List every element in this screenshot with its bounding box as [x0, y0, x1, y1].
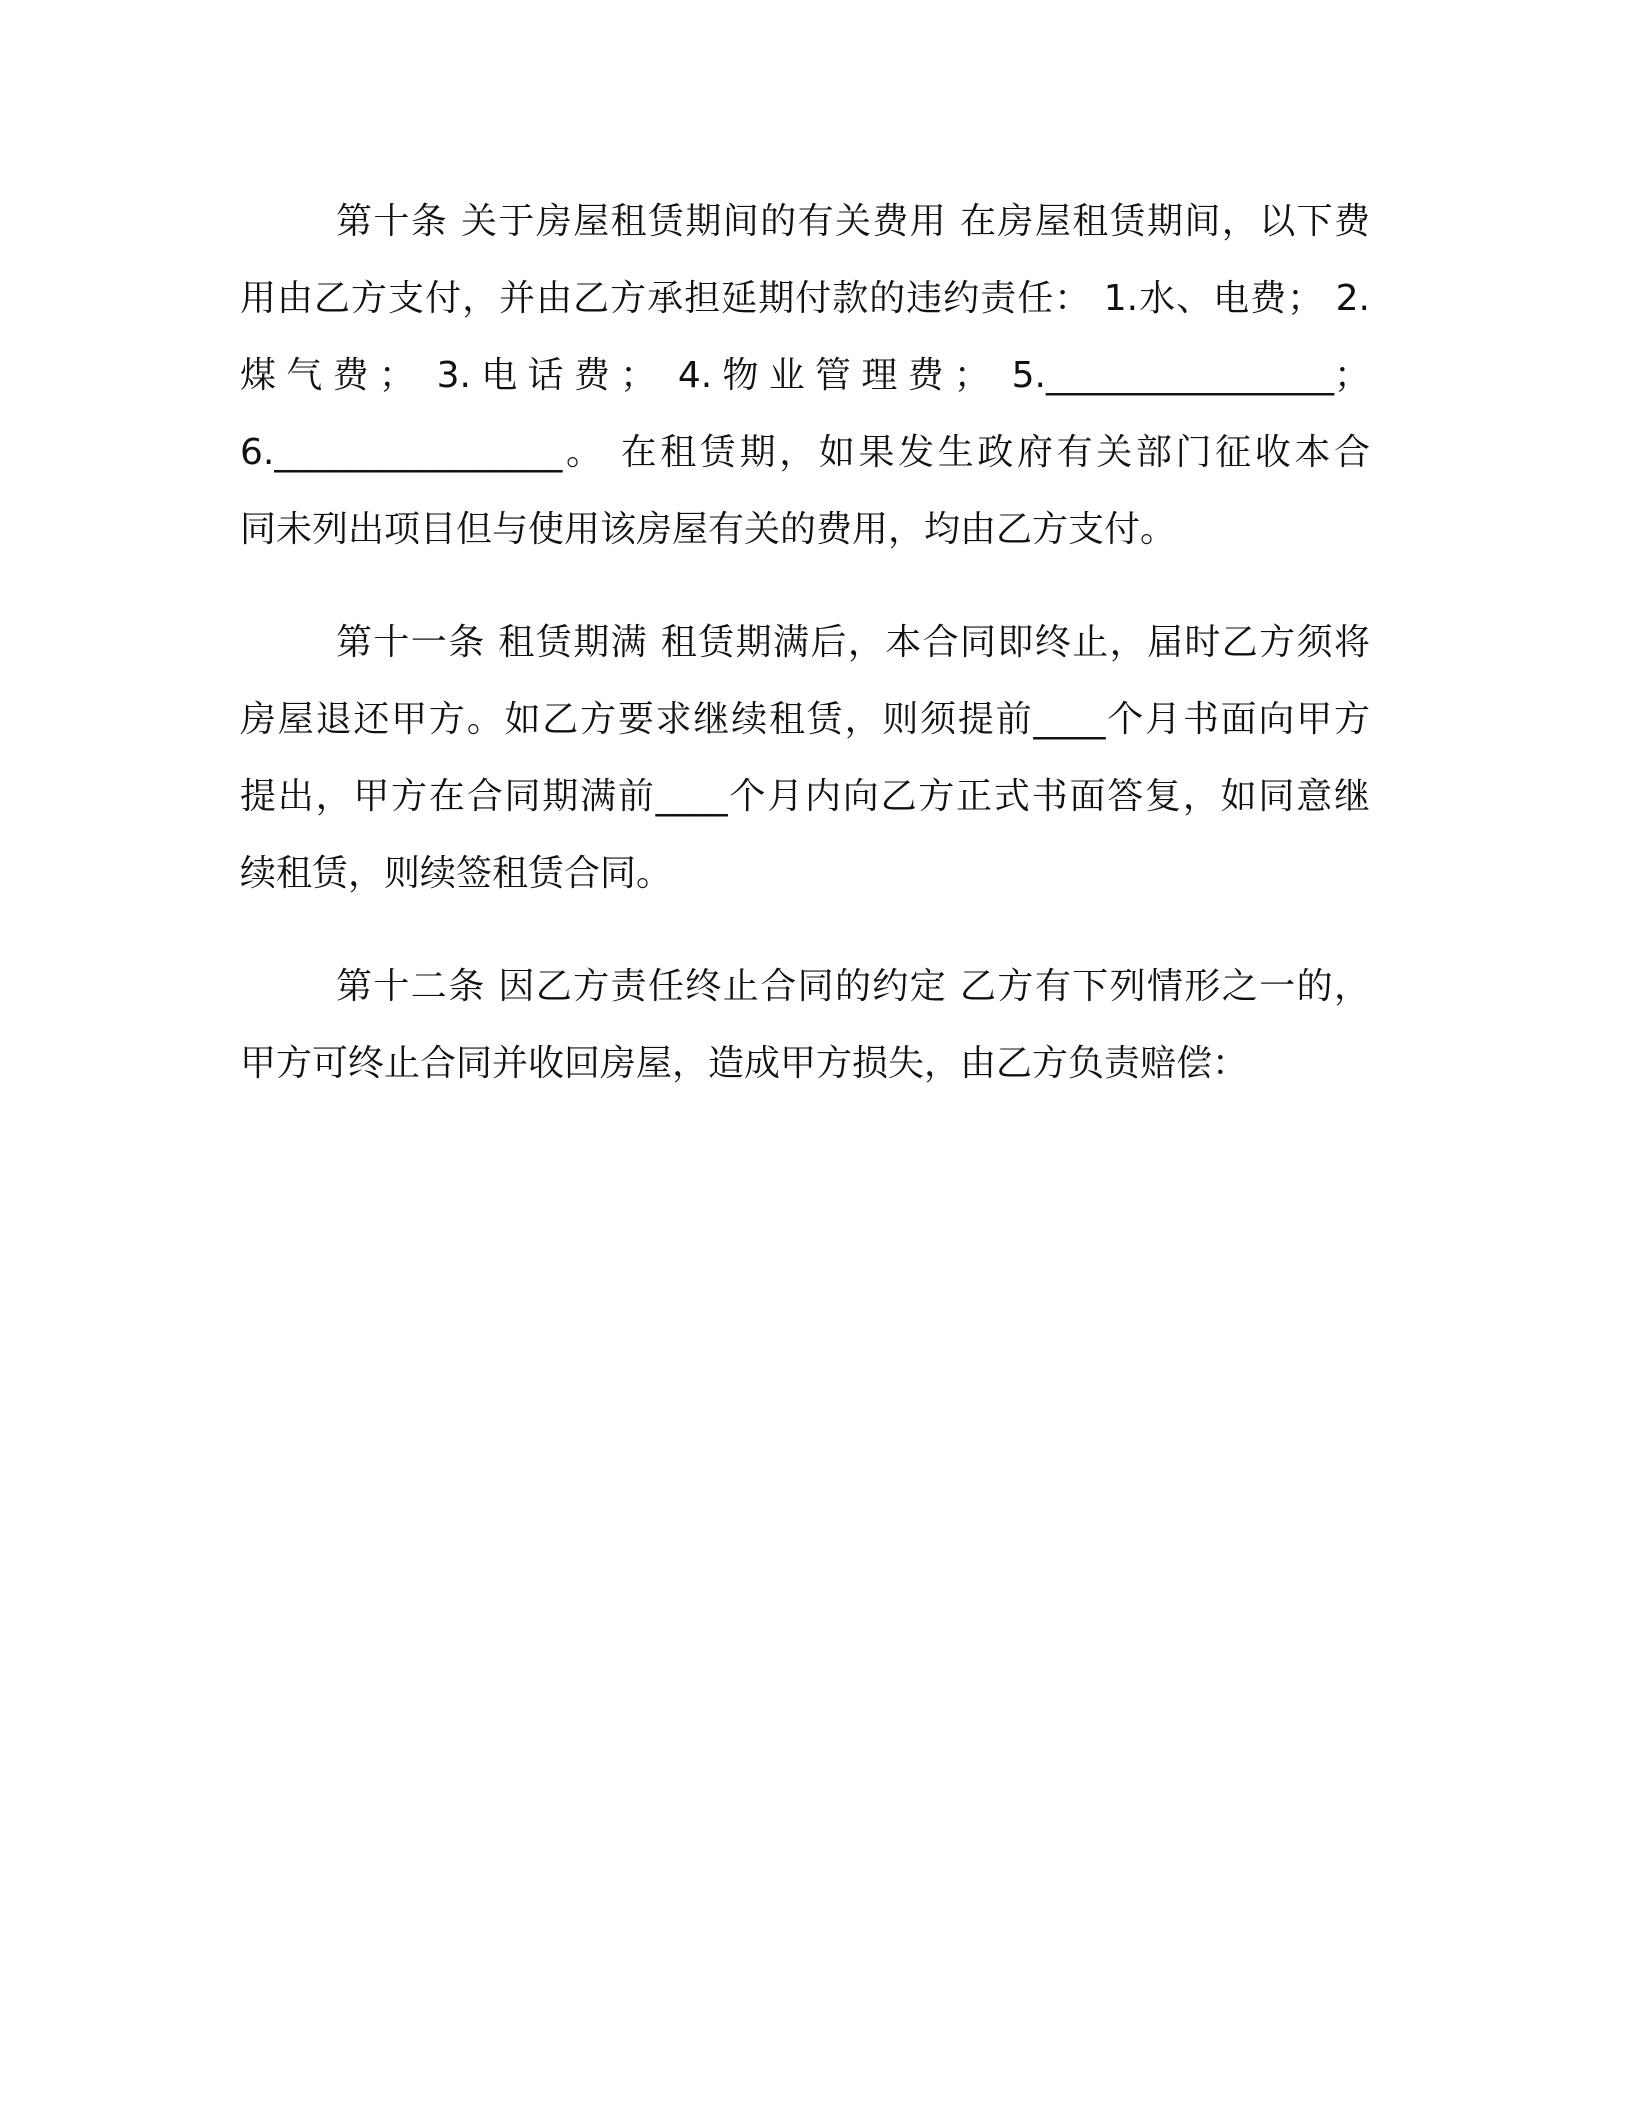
- text-line: 第十二条 因乙方责任终止合同的约定 乙方有下列情形之一的，: [336, 966, 1370, 1007]
- text-line: 煤气费； 3.电话费； 4.物业管理费； 5.________________；: [240, 355, 1370, 396]
- text-line: 甲方可终止合同并收回房屋，造成甲方损失，由乙方负责赔偿：: [240, 1043, 1249, 1084]
- document-body: [240, 183, 1370, 1138]
- article-11-paragraph: [240, 604, 1370, 912]
- text-line: 用由乙方支付，并由乙方承担延期付款的违约责任： 1.水、电费； 2.: [240, 278, 1370, 319]
- text-line: 第十条 关于房屋租赁期间的有关费用 在房屋租赁期间，以下费: [336, 201, 1370, 242]
- text-line: 提出，甲方在合同期满前____个月内向乙方正式书面答复，如同意继: [240, 776, 1370, 817]
- text-line: 续租赁，则续签租赁合同。: [240, 853, 673, 894]
- text-line: 第十一条 租赁期满 租赁期满后，本合同即终止，届时乙方须将: [336, 622, 1370, 663]
- text-line: 6.________________。 在租赁期，如果发生政府有关部门征收本合: [240, 432, 1370, 473]
- text-line: 同未列出项目但与使用该房屋有关的费用，均由乙方支付。: [240, 509, 1177, 550]
- article-10-paragraph: [240, 183, 1370, 568]
- text-line: 房屋退还甲方。如乙方要求继续租赁，则须提前____个月书面向甲方: [240, 699, 1370, 740]
- article-12-paragraph: [240, 948, 1370, 1102]
